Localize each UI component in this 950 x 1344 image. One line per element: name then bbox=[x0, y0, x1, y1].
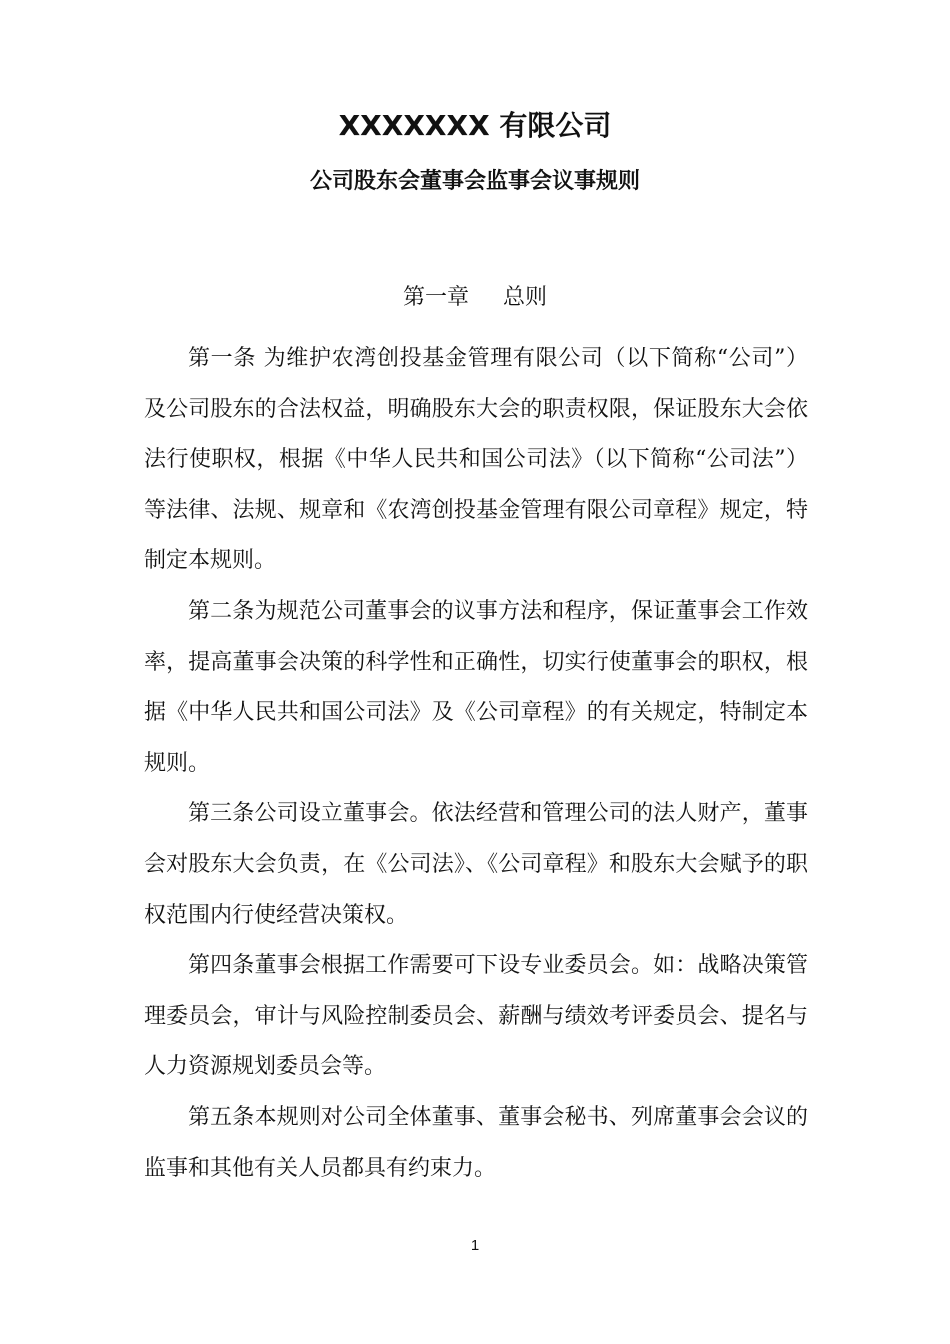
document-title: 公司股东会董事会监事会议事规则 bbox=[309, 169, 640, 194]
article-1: 第一条 为维护农湾创投基金管理有限公司（以下简称“公司”）及公司股东的合法权益，明确股东大会的职责权限，保证股东大会依法行使职权，根据《中华人民共和国公司法》（以下简称“公司法”）等法律、法规、规章和《农湾创投基金管理有限公司章程》规定，特制定本规则。 bbox=[144, 346, 808, 574]
article-2: 第二条为规范公司董事会的议事方法和程序，保证董事会工作效率，提高董事会决策的科学性和正确性，切实行使董事会的职权，根据《中华人民共和国公司法》及《公司章程》的有关规定，特制定本规则。 bbox=[144, 598, 808, 776]
article-5: 第五条本规则对公司全体董事、董事会秘书、列席董事会会议的监事和其他有关人员都具有约束力。 bbox=[144, 1104, 808, 1181]
chapter-number: 第一章 bbox=[402, 285, 469, 310]
article-4: 第四条董事会根据工作需要可下设专业委员会。如：战略决策管理委员会，审计与风险控制委员会、薪酬与绩效考评委员会、提名与人力资源规划委员会等。 bbox=[144, 953, 808, 1080]
chapter-name: 总则 bbox=[503, 285, 548, 310]
company-title: XXXXXXX 有限公司 bbox=[338, 109, 612, 142]
chapter-heading bbox=[0, 282, 950, 314]
page-number: 1 bbox=[470, 1237, 480, 1254]
article-3: 第三条公司设立董事会。依法经营和管理公司的法人财产，董事会对股东大会负责，在《公司法》、《公司章程》和股东大会赋予的职权范围内行使经营决策权。 bbox=[144, 801, 808, 928]
body-text bbox=[144, 334, 808, 1194]
